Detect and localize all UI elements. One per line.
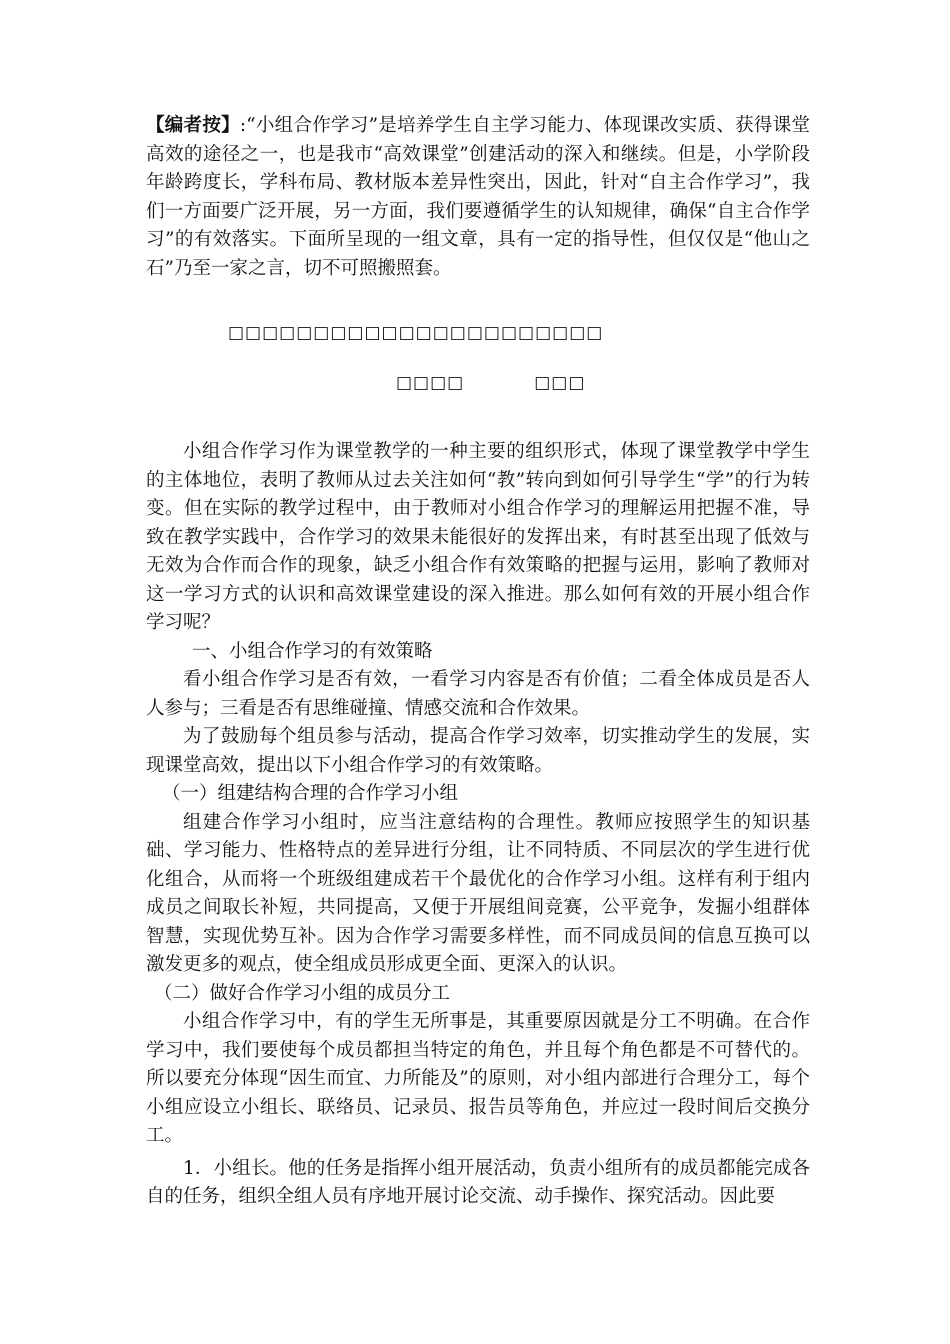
editor-note-label: 【编者按】 [146,115,240,136]
subsection-heading-2: （二）做好合作学习小组的成员分工 [154,982,451,1004]
section-heading-1: 一、小组合作学习的有效策略 [192,640,433,662]
paragraph-strategies: 为了鼓励每个组员参与活动，提高合作学习效率，切实推动学生的发展，实现课堂高效，提出以下小组合作学习的有效策略。 [146,726,810,776]
paragraph-grouping: 组建合作学习小组时，应当注意结构的合理性。教师应按照学生的知识基础、学习能力、性格特点的差异进行分组，让不同特质、不同层次的学生进行优化组合，从而将一个班级组建成若干个最优化的合作学习小组。这样有利于组内成员之间取长补短，共同提高，又便于开展组间竞赛，公平竞争，发掘小组群体智慧，实现优势互补。因为合作学习需要多样性，而不同成员间的信息互换可以激发更多的观点，使全组成员形成更全面、更深入的认识。 [146,811,810,975]
paragraph-roles: 小组合作学习中，有的学生无所事是，其重要原因就是分工不明确。在合作学习中，我们要使每个成员都担当特定的角色，并且每个角色都是不可替代的。所以要充分体现“因生而宜、力所能及”的原则，对小组内部进行合理分工，每个小组应设立小组长、联络员、记录员、报告员等角色，并应过一段时间后交换分工。 [146,1011,810,1146]
author-name: □□□ [534,373,586,393]
paragraph-intro: 小组合作学习作为课堂教学的一种主要的组织形式，体现了课堂教学中学生的主体地位，表明了教师从过去关注如何“教”转向到如何引导学生“学”的行为转变。但在实际的教学过程中，由于教师对小组合作学习的理解运用把握不准，导致在教学实践中，合作学习的效果未能很好的发挥出来，有时甚至出现了低效与无效为合作而合作的现象，缺乏小组合作有效策略的把握与运用，影响了教师对这一学习方式的认识和高效课堂建设的深入推进。那么如何有效的开展小组合作学习呢？ [146,441,810,633]
author-line [396,373,585,393]
author-unit: □□□□ [396,373,465,393]
paragraph-effectiveness: 看小组合作学习是否有效，一看学习内容是否有价值；二看全体成员是否人人参与；三看是否有思维碰撞、情感交流和合作效果。 [146,669,810,719]
editor-note [146,112,810,283]
editor-note-text: :“小组合作学习”是培养学生自主学习能力、体现课改实质、获得课堂高效的途径之一，也是我市“高效课堂”创建活动的深入和继续。但是，小学阶段年龄跨度长，学科布局、教材版本差异性突出，因此，针对“自主合作学习”，我们一方面要广泛开展，另一方面，我们要遵循学生的认知规律，确保“自主合作学习”的有效落实。下面所呈现的一组文章，具有一定的指导性，但仅仅是“他山之石”乃至一家之言，切不可照搬照套。 [146,115,810,279]
article-body [146,438,810,1212]
article-title: □□□□□□□□□□□□□□□□□□□□□□ [228,323,604,343]
subsection-heading-1: （一）组建结构合理的合作学习小组 [162,783,459,804]
paragraph-group-leader: 1．小组长。他的任务是指挥小组开展活动，负责小组所有的成员都能完成各自的任务，组织全组人员有序地开展讨论交流、动手操作、探究活动。因此要 [146,1157,810,1207]
